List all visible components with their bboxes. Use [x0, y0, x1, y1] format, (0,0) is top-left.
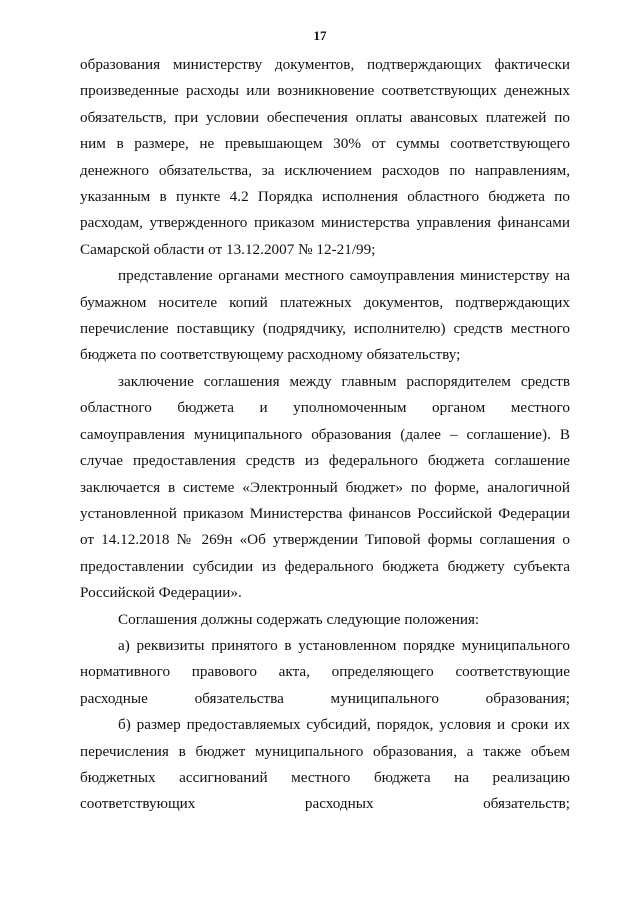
- paragraph-agreement-contents: Соглашения должны содержать следующие положения:: [118, 610, 480, 628]
- paragraph-agreement: заключение соглашения между главным распорядителем средств областного бюджета и уполномоченным органом местного самоуправления муниципального образования (далее – соглашение). В случае предоставления средств из федерального бюджета соглашение заключается в системе «Электронный бюджет» по форме, аналогичной установленной приказом Министерства финансов Российской Федерации от 14.12.2018 № 269н «Об утверждении Типовой формы соглашения о предоставлении субсидии из федерального бюджета бюджету субъекта Российской Федерации».: [80, 372, 570, 602]
- paragraph-payment-documents: представление органами местного самоуправления министерству на бумажном носителе копий платежных документов, подтверждающих перечисление поставщику (подрядчику, исполнителю) средств местного бюджета по соответствующему расходному обязательству;: [80, 267, 570, 364]
- page-number: 17: [313, 28, 327, 43]
- paragraph-continuation: образования министерству документов, подтверждающих фактически произведенные расходы или возникновение соответствующих денежных обязательств, при условии обеспечения оплаты авансовых платежей по ним в размере, не превышающем 30% от суммы соответствующего денежного обязательства, за исключением расходов по направлениям, указанным в пункте 4.2 Порядка исполнения областного бюджета по расходам, утвержденного приказом министерства управления финансами Самарской области от 13.12.2007 № 12-21/99;: [80, 56, 570, 258]
- body-text: [80, 52, 570, 818]
- paragraph-item-a: а) реквизиты принятого в установленном порядке муниципального нормативного правового акта, определяющего соответствующие расходные обязательства муниципального образования;: [80, 636, 570, 707]
- paragraph-item-b: б) размер предоставляемых субсидий, порядок, условия и сроки их перечисления в бюджет муниципального образования, а также объем бюджетных ассигнований местного бюджета на реализацию соответствующих расходных обязательств;: [80, 716, 570, 813]
